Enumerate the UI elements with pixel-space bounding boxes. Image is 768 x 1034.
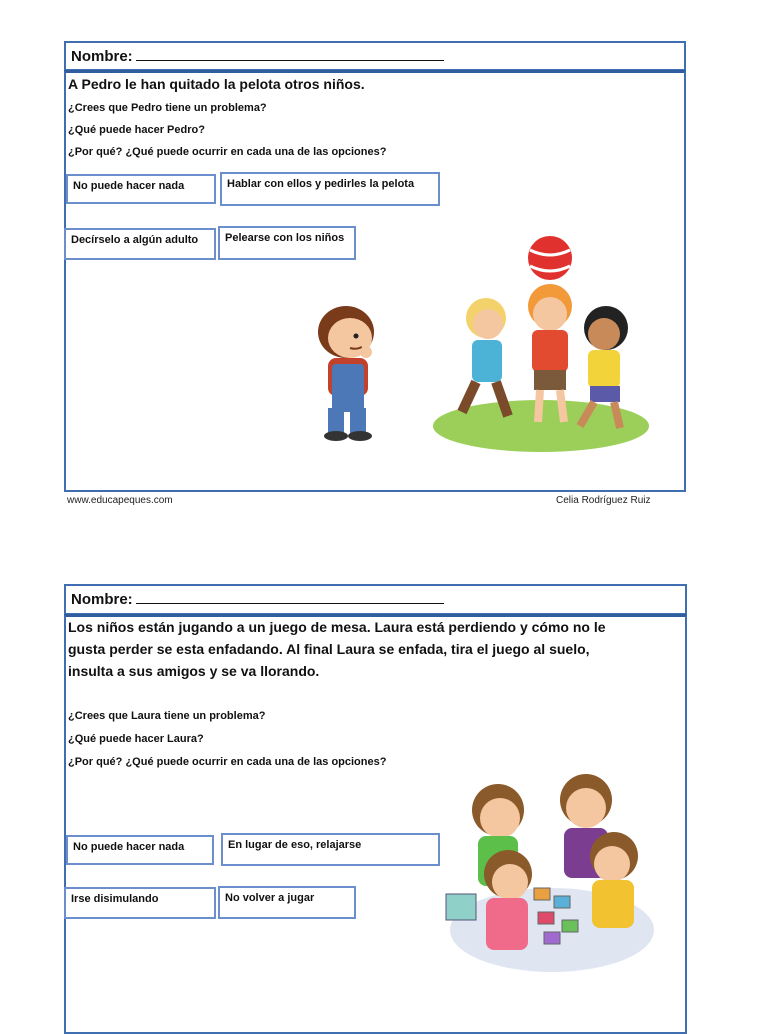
option-box[interactable]: No puede hacer nada	[66, 835, 214, 865]
question: ¿Qué puede hacer Laura?	[68, 733, 204, 745]
option-box[interactable]: En lugar de eso, relajarse	[221, 833, 440, 866]
name-label: Nombre:	[71, 48, 133, 65]
footer-author: Celia Rodríguez Ruiz	[556, 495, 651, 506]
option-box[interactable]: No puede hacer nada	[66, 174, 216, 204]
question: ¿Crees que Laura tiene un problema?	[68, 710, 266, 722]
kids-playing-ball-illustration	[430, 230, 652, 454]
option-box[interactable]: No volver a jugar	[218, 886, 356, 919]
kids-board-game-illustration	[442, 770, 654, 976]
name-line[interactable]	[136, 46, 444, 61]
option-box[interactable]: Irse disimulando	[64, 887, 216, 919]
footer-website: www.educapeques.com	[67, 495, 173, 506]
option-box[interactable]: Decírselo a algún adulto	[64, 228, 216, 260]
option-box[interactable]: Pelearse con los niños	[218, 226, 356, 260]
thinking-boy-illustration	[310, 298, 394, 446]
name-bar	[64, 41, 686, 71]
story-line: Los niños están jugando a un juego de mesa. Laura está perdiendo y cómo no le	[68, 619, 606, 635]
story-line: gusta perder se esta enfadando. Al final Laura se enfada, tira el juego al suelo,	[68, 641, 590, 657]
option-box[interactable]: Hablar con ellos y pedirles la pelota	[220, 172, 440, 206]
name-bar	[64, 584, 687, 615]
name-line[interactable]	[136, 589, 444, 604]
question: ¿Crees que Pedro tiene un problema?	[68, 102, 267, 114]
story-line: insulta a sus amigos y se va llorando.	[68, 663, 320, 679]
question: ¿Qué puede hacer Pedro?	[68, 124, 205, 136]
question: ¿Por qué? ¿Qué puede ocurrir en cada una de las opciones?	[68, 756, 387, 768]
story-text: A Pedro le han quitado la pelota otros niños.	[68, 76, 365, 92]
question: ¿Por qué? ¿Qué puede ocurrir en cada una de las opciones?	[68, 146, 387, 158]
name-label: Nombre:	[71, 591, 133, 608]
